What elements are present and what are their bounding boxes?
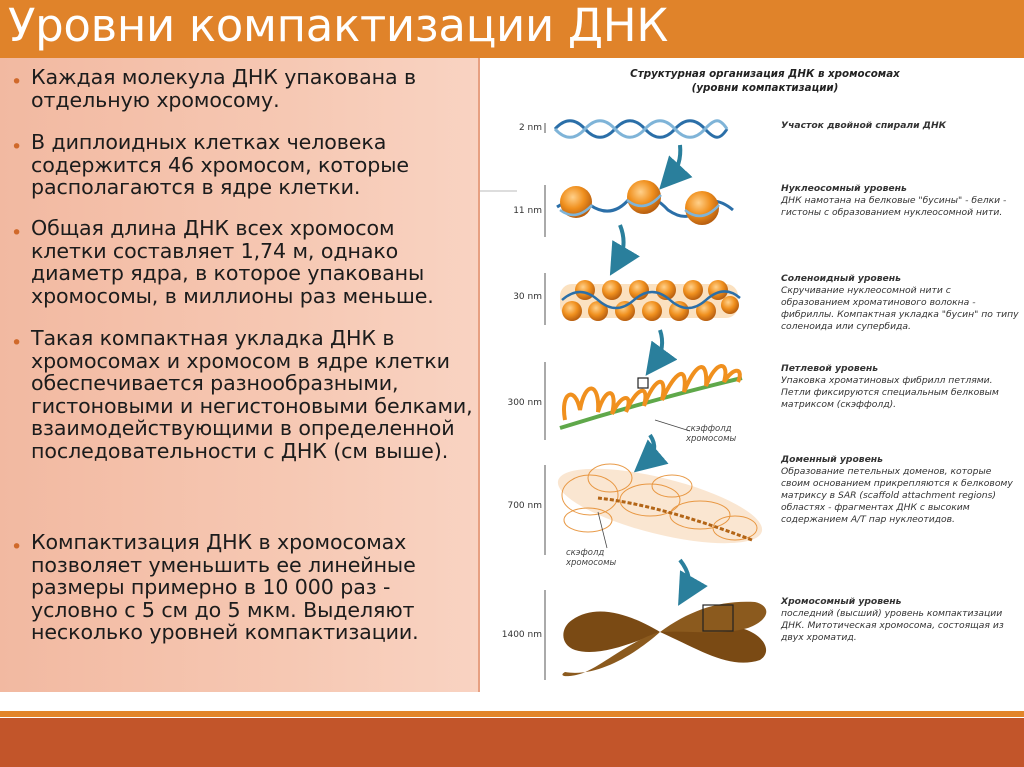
bullet-dot-icon: • bbox=[11, 536, 23, 558]
bullet-text: Такая компактная укладка ДНК в хромосомах и хромосом в ядре клетки обеспечивается разнообразными, гистоновыми и негистоновыми белками, взаимодействующими в определенной последовательности с ДНК (см выше). bbox=[31, 326, 473, 463]
level-loop bbox=[781, 363, 1021, 411]
level-title: Участок двойной спирали ДНК bbox=[781, 120, 947, 131]
bullet-text: В диплоидных клетках человека содержится 46 хромосом, которые располагаются в ядре клетки. bbox=[31, 130, 409, 200]
level-title: Петлевой уровень bbox=[781, 363, 879, 374]
scaffold-label: скэффолд хромосомы bbox=[686, 424, 737, 444]
level-title: Нуклеосомный уровень bbox=[781, 183, 907, 194]
diagram-title-line2: (уровни компактизации) bbox=[691, 82, 839, 94]
page-title: Уровни компактизации ДНК bbox=[8, 0, 668, 52]
scale-label: 300 nm bbox=[507, 398, 542, 408]
solenoid-fiber-icon bbox=[560, 280, 740, 321]
bullet-dot-icon: • bbox=[11, 222, 23, 244]
level-chromosome bbox=[781, 596, 1021, 644]
level-solenoid bbox=[781, 273, 1021, 333]
level-desc: ДНК намотана на белковые "бусины" - белки - гистоны с образованием нуклеосомной нити. bbox=[781, 195, 1007, 218]
footer-stripe bbox=[0, 711, 1024, 717]
footer-bar bbox=[0, 718, 1024, 767]
scaffold-label: скэфолд хромосомы bbox=[566, 548, 617, 568]
bullet-dot-icon: • bbox=[11, 332, 23, 354]
level-title: Доменный уровень bbox=[781, 454, 883, 465]
level-helix bbox=[781, 120, 1021, 132]
scale-label: 2 nm bbox=[518, 123, 542, 133]
level-nucleosome bbox=[781, 183, 1021, 219]
scale-label: 1400 nm bbox=[501, 630, 542, 640]
level-desc: Упаковка хроматиновых фибрилл петлями. Петли фиксируются специальным белковым матриксом (скэффолд). bbox=[781, 375, 999, 410]
level-domain bbox=[781, 454, 1021, 526]
bullet-dot-icon: • bbox=[11, 136, 23, 158]
level-title: Соленоидный уровень bbox=[781, 273, 901, 284]
level-desc: Скручивание нуклеосомной нити с образованием хроматинового волокна - фибриллы. Компактная укладка "бусин" по типу соленоида или супербида. bbox=[781, 285, 1019, 332]
double-helix-icon bbox=[555, 121, 727, 138]
level-title: Хромосомный уровень bbox=[781, 596, 902, 607]
level-desc: последний (высший) уровень компактизации ДНК. Митотическая хромосома, состоящая из двух хроматид. bbox=[781, 608, 1004, 643]
scale-label: 30 nm bbox=[513, 292, 542, 302]
loop-fiber-icon bbox=[560, 366, 742, 431]
diagram-title-line1: Структурная организация ДНК в хромосомах bbox=[630, 68, 900, 80]
level-desc: Образование петельных доменов, которые своим основанием прикрепляются к белковому матриксу в SAR (scaffold attachment regions) областях - фрагментах ДНК с высоким содержанием A/T пар нуклеотидов. bbox=[781, 466, 1013, 525]
chromosome-icon bbox=[562, 602, 766, 676]
scale-label: 11 nm bbox=[513, 206, 542, 216]
scale-label: 700 nm bbox=[507, 501, 542, 511]
nucleosome-fiber-icon bbox=[557, 180, 733, 225]
bullet-text: Общая длина ДНК всех хромосом клетки составляет 1,74 м, однако диаметр ядра, в которое упакованы хромосомы, в миллионы раз меньше. bbox=[31, 216, 434, 308]
domain-fiber-icon bbox=[551, 453, 768, 558]
bullet-text: Компактизация ДНК в хромосомах позволяет уменьшить ее линейные размеры примерно в 10 000 раз - условно с 5 см до 5 мкм. Выделяют несколько уровней компактизации. bbox=[31, 530, 419, 645]
bullet-dot-icon: • bbox=[11, 71, 23, 93]
bullet-text: Каждая молекула ДНК упакована в отдельную хромосому. bbox=[31, 65, 416, 112]
